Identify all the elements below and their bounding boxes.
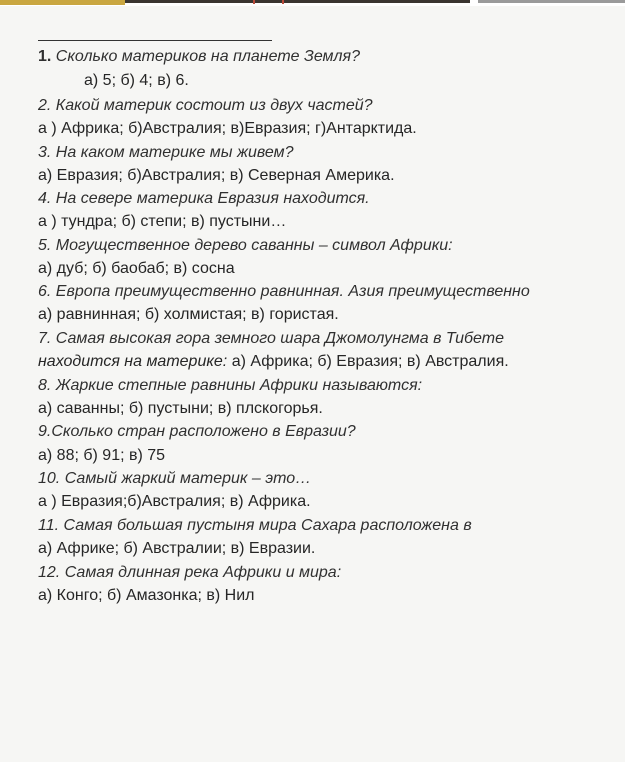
question-11: 11. Самая большая пустыня мира Сахара расположена в	[38, 517, 472, 534]
answer-6: а) равнинная; б) холмистая; в) гористая.	[38, 306, 339, 323]
question-text: Сколько материков на планете Земля?	[51, 48, 360, 65]
question-6: 6. Европа преимущественно равнинная. Азия преимущественно	[38, 283, 530, 300]
question-text: находится на материке:	[38, 353, 228, 370]
question-12: 12. Самая длинная река Африки и мира:	[38, 564, 342, 581]
top-red-mark	[253, 0, 255, 4]
question-3: 3. На каком материке мы живем?	[38, 144, 294, 161]
top-dark-strip	[125, 0, 470, 3]
question-8: 8. Жаркие степные равнины Африки называются:	[38, 377, 423, 394]
top-red-mark	[282, 0, 284, 4]
question-9: 9.Сколько стран расположено в Евразии?	[38, 423, 356, 440]
question-1	[38, 47, 360, 67]
answer-11: а) Африке; б) Австралии; в) Евразии.	[38, 540, 316, 557]
answer-2: а ) Африка; б)Австралия; в)Евразия; г)Антарктида.	[38, 120, 417, 137]
question-7-continued	[38, 352, 509, 372]
answer-5: а) дуб; б) баобаб; в) сосна	[38, 260, 235, 277]
answer-8: а) саванны; б) пустыни; в) плскогорья.	[38, 400, 323, 417]
top-grey-strip	[478, 0, 625, 3]
answer-10: а ) Евразия;б)Австралия; в) Африка.	[38, 493, 311, 510]
question-10: 10. Самый жаркий материк – это…	[38, 470, 312, 487]
question-7: 7. Самая высокая гора земного шара Джомолунгма в Тибете	[38, 330, 504, 347]
question-2: 2. Какой материк состоит из двух частей?	[38, 97, 373, 114]
name-underline	[38, 40, 272, 41]
question-4: 4. На севере материка Евразия находится.	[38, 190, 370, 207]
answer-7: а) Африка; б) Евразия; в) Австралия.	[227, 353, 509, 370]
answer-12: а) Конго; б) Амазонка; в) Нил	[38, 587, 255, 604]
question-5: 5. Могущественное дерево саванны – символ Африки:	[38, 237, 453, 254]
top-gold-strip	[0, 0, 125, 5]
scan-top-edge	[0, 0, 625, 6]
answer-4: а ) тундра; б) степи; в) пустыни…	[38, 213, 287, 230]
answer-9: а) 88; б) 91; в) 75	[38, 447, 166, 464]
question-number: 1.	[38, 48, 52, 65]
answer-1: а) 5; б) 4; в) 6.	[84, 72, 189, 89]
answer-3: а) Евразия; б)Австралия; в) Северная Америка.	[38, 167, 395, 184]
